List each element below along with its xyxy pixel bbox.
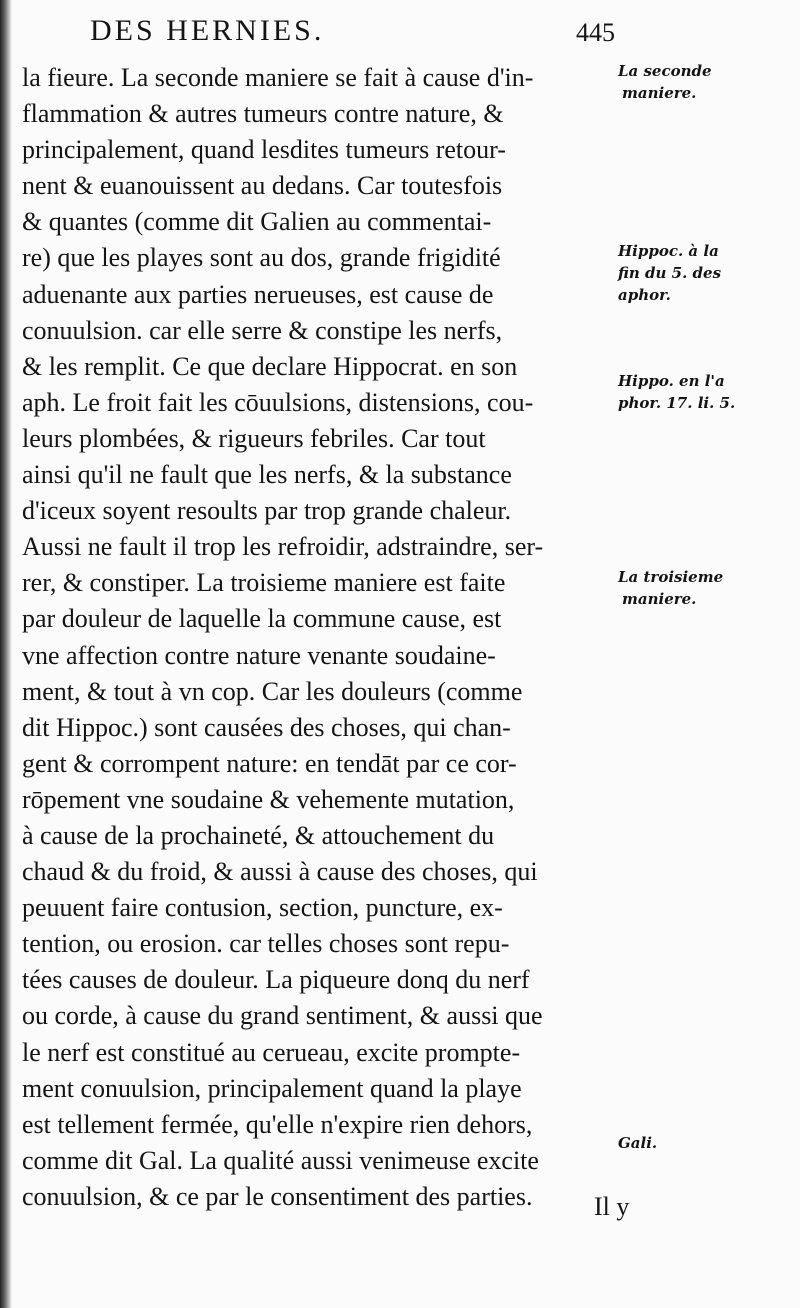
margin-note-gali — [618, 1132, 657, 1154]
text-line: la fieure. La seconde maniere se fait à cause d'in- — [22, 63, 534, 92]
margin-note-line: phor. 17. li. 5. — [618, 394, 736, 412]
margin-note-hippoc-aphor — [618, 240, 721, 306]
text-line: à cause de la prochaineté, & attouchement du — [22, 820, 495, 850]
text-line: d'iceux soyent resoults par trop grande chaleur. — [22, 496, 512, 526]
text-line: & quantes (comme dit Galien au commentai- — [22, 207, 492, 237]
text-line: comme dit Gal. La qualité aussi venimeuse excite — [22, 1145, 539, 1175]
text-line: nent & euanouissent au dedans. Car toutesfois — [22, 171, 503, 201]
text-line: est tellement fermée, qu'elle n'expire rien dehors, — [22, 1109, 533, 1139]
margin-note-hippo-aphor-17 — [618, 370, 735, 414]
margin-note-line: maniere. — [622, 590, 697, 608]
text-line: le nerf est constitué au cerueau, excite prompte- — [22, 1037, 521, 1067]
margin-note-line: Hippo. en l'a — [618, 372, 725, 390]
text-line: ment conuulsion, principalement quand la playe — [22, 1073, 522, 1103]
margin-note-line: Hippoc. à la — [618, 242, 719, 260]
text-line: principalement, quand lesdites tumeurs retour- — [22, 135, 506, 165]
text-line: rōpement vne soudaine & vehemente mutation, — [22, 784, 515, 814]
margin-note-seconde-maniere — [618, 60, 712, 104]
text-line: par douleur de laquelle la commune cause, est — [22, 604, 502, 634]
text-line: conuulsion, & ce par le consentiment des parties. — [22, 1181, 533, 1211]
text-line: ment, & tout à vn cop. Car les douleurs (comme — [22, 676, 523, 706]
text-line: re) que les playes sont au dos, grande frigidité — [22, 243, 501, 273]
text-line: peuuent faire contusion, section, puncture, ex- — [22, 893, 503, 923]
text-line: rer, & constiper. La troisieme maniere est faite — [22, 568, 506, 598]
text-line: vne affection contre nature venante soudaine- — [22, 640, 496, 670]
margin-note-line: La troisieme — [618, 568, 724, 586]
page-number: 445 — [576, 18, 615, 47]
text-line: flammation & autres tumeurs contre nature, & — [22, 99, 504, 129]
text-line: aph. Le froit fait les cōuulsions, distensions, cou- — [22, 387, 534, 417]
body-text — [22, 60, 622, 1215]
text-line: tées causes de douleur. La piqueure donq du nerf — [22, 965, 530, 995]
text-line: leurs plombées, & rigueurs febriles. Car tout — [22, 423, 486, 453]
text-line: & les remplit. Ce que declare Hippocrat. en son — [22, 351, 518, 381]
text-line: conuulsion. car elle serre & constipe les nerfs, — [22, 315, 503, 345]
margin-note-troisieme-maniere — [618, 566, 723, 610]
text-line: gent & corrompent nature: en tendāt par ce cor- — [22, 748, 517, 778]
margin-note-line: Gali. — [618, 1134, 658, 1152]
text-line: chaud & du froid, & aussi à cause des choses, qui — [22, 857, 538, 887]
running-head: DES HERNIES. — [90, 14, 325, 47]
margin-note-line: maniere. — [622, 84, 697, 102]
text-line: tention, ou erosion. car telles choses sont repu- — [22, 929, 510, 959]
margin-note-line: fin du 5. des — [618, 264, 722, 282]
text-line: ou corde, à cause du grand sentiment, & aussi que — [22, 1001, 543, 1031]
text-line: Aussi ne fault il trop les refroidir, adstraindre, ser- — [22, 532, 544, 562]
catchword: Il y — [594, 1192, 630, 1221]
text-line: aduenante aux parties nerueuses, est cause de — [22, 279, 494, 309]
text-line: dit Hippoc.) sont causées des choses, qui chan- — [22, 712, 511, 742]
margin-note-line: aphor. — [618, 286, 671, 304]
text-line: ainsi qu'il ne fault que les nerfs, & la substance — [22, 460, 512, 490]
margin-note-line: La seconde — [618, 62, 712, 80]
margin-notes — [618, 0, 800, 1308]
page-gutter-shadow — [0, 0, 12, 1308]
